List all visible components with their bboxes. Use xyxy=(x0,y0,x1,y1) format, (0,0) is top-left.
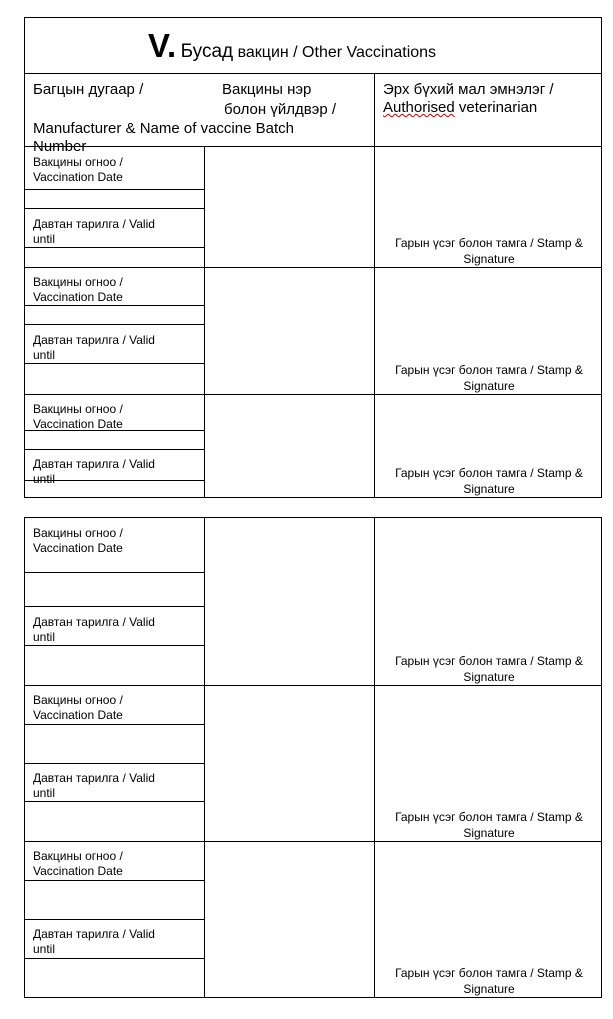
vaccination-date-mn: Вакцины огноо / xyxy=(33,402,123,416)
valid-until-en: until xyxy=(33,630,56,644)
divider xyxy=(24,324,204,325)
valid-until-label xyxy=(33,457,201,486)
valid-until-label xyxy=(33,333,155,363)
vaccination-date-mn: Вакцины огноо / xyxy=(33,526,123,540)
signature-line1: Гарын үсэг болон тамга / Stamp & xyxy=(395,654,583,668)
stamp-signature-label xyxy=(376,809,602,841)
valid-until-label xyxy=(33,615,155,645)
signature-line1: Гарын үсэг болон тамга / Stamp & xyxy=(395,363,583,377)
vaccination-date-en: Vaccination Date xyxy=(33,417,123,431)
signature-line1: Гарын үсэг болон тамга / Stamp & xyxy=(395,810,583,824)
header-vaccine-name-line1: Вакцины нэр xyxy=(222,81,312,98)
vaccination-date-en: Vaccination Date xyxy=(33,708,123,722)
valid-until-mn: Давтан тарилга / Valid xyxy=(33,217,155,231)
divider xyxy=(24,363,204,364)
vaccination-date-en: Vaccination Date xyxy=(33,541,123,555)
divider xyxy=(24,572,204,573)
vaccination-date-mn: Вакцины огноо / xyxy=(33,849,123,863)
signature-line1: Гарын үсэг болон тамга / Stamp & xyxy=(395,966,583,980)
vaccination-date-label xyxy=(33,402,201,430)
valid-until-en: until xyxy=(33,348,56,362)
vaccination-date-mn: Вакцины огноо / xyxy=(33,155,123,169)
vaccination-date-label xyxy=(33,849,123,879)
divider xyxy=(24,645,204,646)
divider xyxy=(204,146,205,498)
signature-line1: Гарын үсэг болон тамга / Stamp & xyxy=(395,466,583,480)
divider xyxy=(374,517,375,998)
signature-line2: Signature xyxy=(463,252,515,266)
header-vet-word2: veterinarian xyxy=(454,99,538,116)
divider xyxy=(24,801,204,802)
header-batch-line2: Manufacturer & Name of vaccine Batch xyxy=(33,120,294,137)
vaccination-date-en: Vaccination Date xyxy=(33,170,123,184)
spellcheck-word: Authorised xyxy=(383,99,455,116)
divider xyxy=(24,724,204,725)
signature-line2: Signature xyxy=(463,482,515,496)
stamp-signature-label xyxy=(376,362,602,394)
signature-line2: Signature xyxy=(463,670,515,684)
divider xyxy=(24,73,602,74)
vaccination-date-mn: Вакцины огноо / xyxy=(33,693,123,707)
section-number: V. xyxy=(148,27,177,64)
divider xyxy=(24,880,204,881)
divider xyxy=(24,449,204,450)
title-mongolian: Бусад xyxy=(180,41,234,62)
header-vaccine-name-line2: болон үйлдвэр / xyxy=(224,101,337,118)
signature-line2: Signature xyxy=(463,982,515,996)
header-batch-number xyxy=(33,81,363,155)
vaccination-table-2 xyxy=(24,517,602,998)
divider xyxy=(24,146,602,147)
vaccination-date-label xyxy=(33,155,123,185)
divider xyxy=(24,394,602,395)
valid-until-en: until xyxy=(33,232,56,246)
vaccination-date-label xyxy=(33,275,123,305)
vaccination-date-label xyxy=(33,693,123,723)
stamp-signature-label xyxy=(376,235,602,267)
signature-line1: Гарын үсэг болон тамга / Stamp & xyxy=(395,236,583,250)
divider xyxy=(24,247,204,248)
valid-until-label xyxy=(33,217,155,247)
stamp-signature-label xyxy=(376,465,602,497)
valid-until-mn: Давтан тарилга / Valid xyxy=(33,615,155,629)
divider xyxy=(24,480,204,481)
divider xyxy=(24,958,204,959)
divider xyxy=(24,841,602,842)
valid-until-en: until xyxy=(33,472,56,486)
divider xyxy=(24,267,602,268)
vaccination-date-mn: Вакцины огноо / xyxy=(33,275,123,289)
vaccination-date-en: Vaccination Date xyxy=(33,290,123,304)
divider xyxy=(24,305,204,306)
divider xyxy=(24,685,602,686)
header-batch-line3: Number xyxy=(33,138,87,155)
divider xyxy=(374,73,375,498)
valid-until-mn: Давтан тарилга / Valid xyxy=(33,333,155,347)
valid-until-label xyxy=(33,927,155,957)
header-batch-line1: Багцын дугаар / xyxy=(33,81,144,98)
divider xyxy=(24,763,204,764)
divider xyxy=(24,208,204,209)
valid-until-en: until xyxy=(33,786,56,800)
signature-line2: Signature xyxy=(463,379,515,393)
divider xyxy=(24,919,204,920)
valid-until-mn: Давтан тарилга / Valid xyxy=(33,771,155,785)
stamp-signature-label xyxy=(376,965,602,997)
vaccination-date-label xyxy=(33,526,123,556)
valid-until-en: until xyxy=(33,942,56,956)
divider xyxy=(24,430,204,431)
header-veterinarian xyxy=(383,81,598,117)
signature-line2: Signature xyxy=(463,826,515,840)
header-vet-line2 xyxy=(383,99,598,117)
valid-until-mn: Давтан тарилга / Valid xyxy=(33,927,155,941)
divider xyxy=(204,517,205,998)
vaccination-date-en: Vaccination Date xyxy=(33,864,123,878)
page-title xyxy=(148,27,436,65)
valid-until-label xyxy=(33,771,155,801)
stamp-signature-label xyxy=(376,653,602,685)
title-rest: вакцин / Other Vaccinations xyxy=(237,44,437,61)
divider xyxy=(24,189,204,190)
header-vet-line1: Эрх бүхий мал эмнэлэг / xyxy=(383,81,554,98)
valid-until-mn: Давтан тарилга / Valid xyxy=(33,457,155,471)
divider xyxy=(24,606,204,607)
